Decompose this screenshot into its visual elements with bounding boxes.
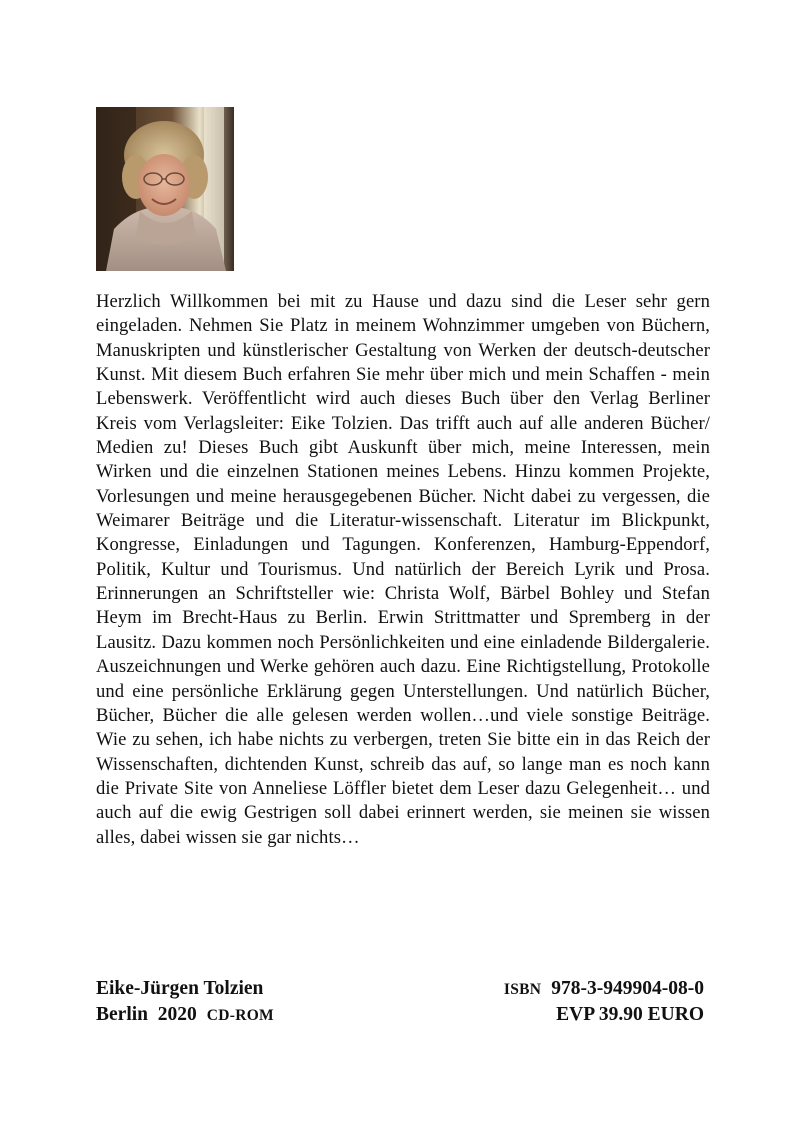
footer-row-1 <box>96 976 704 1002</box>
isbn-block <box>504 976 704 1002</box>
publication-info <box>96 1002 274 1028</box>
medium-label: CD-ROM <box>206 1007 274 1024</box>
description-paragraph: Herzlich Willkommen bei mit zu Hause und dazu sind die Leser sehr gern eingeladen. Nehmen Sie Platz in meinem Wohnzimmer umgeben von Büchern, Manuskripten und künstlerischer Gestaltung von Werken der deutsch-deutscher Kunst. Mit diesem Buch erfahren Sie mehr über mich und mein Schaffen - mein Lebenswerk. Veröffentlicht wird auch dieses Buch über den Verlag Berliner Kreis vom Verlagsleiter: Eike Tolzien. Das trifft auch auf alle anderen Bücher/ Medien zu! Dieses Buch gibt Auskunft über mich, meine Interessen, mein Wirken und die einzelnen Stationen meines Lebens. Hinzu kommen Projekte, Vorlesungen und meine herausgegebenen Bücher. Nicht dabei zu vergessen, die Weimarer Beiträge und die Literatur-wissenschaft. Literatur im Blickpunkt, Kongresse, Einladungen und Tagungen. Konferenzen, Hamburg-Eppendorf, Politik, Kultur und Tourismus. Und natürlich der Bereich Lyrik und Prosa. Erinnerungen an Schriftsteller wie: Christa Wolf, Bärbel Bohley und Stefan Heym im Brecht-Haus zu Berlin. Erwin Strittmatter und Spremberg in der Lausitz. Dazu kommen noch Persönlichkeiten und eine einladende Bildergalerie. Auszeichnungen und Werke gehören auch dazu. Eine Richtigstellung, Protokolle und eine persönliche Erklärung gegen Unterstellungen. Und natürlich Bücher, Bücher, Bücher die alle gelesen werden wollen…und viele sonstige Beiträge. Wie zu sehen, ich habe nichts zu verbergen, treten Sie bitte ein in das Reich der Wissenschaften, dichtenden Kunst, schreib das auf, so lange man es noch kann die Private Site von Anneliese Löffler bietet dem Leser dazu Gelegenheit… und auch auf die ewig Gestrigen soll dabei erinnert werden, sie meinen sie wissen alles, dabei wissen sie gar nichts… <box>96 291 710 848</box>
author-portrait-photo <box>96 107 234 271</box>
footer <box>96 976 704 1028</box>
price: EVP 39.90 EURO <box>556 1004 704 1025</box>
author-name: Eike-Jürgen Tolzien <box>96 978 264 999</box>
city-year: Berlin 2020 <box>96 1004 197 1025</box>
isbn-number: 978-3-949904-08-0 <box>551 978 704 999</box>
footer-row-2 <box>96 1002 704 1028</box>
portrait-photo-icon <box>96 107 234 271</box>
isbn-label: ISBN <box>503 981 542 998</box>
